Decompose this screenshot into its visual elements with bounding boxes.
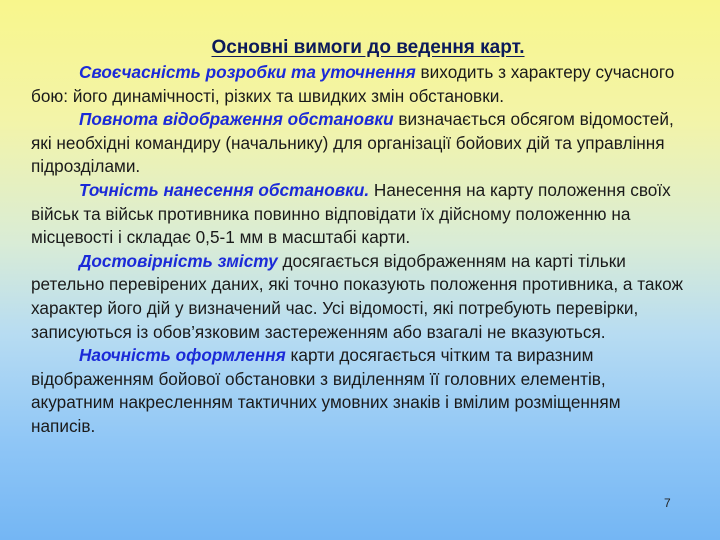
paragraph-reliability (31, 250, 687, 344)
text-completeness: визначається обсягом відомостей, які необхідні командиру (начальнику) для організації бойових дій та управління підрозділами. (31, 109, 674, 177)
slide-body (31, 61, 687, 439)
paragraph-completeness (31, 108, 687, 179)
term-accuracy: Точність нанесення обстановки. (79, 179, 370, 200)
text-reliability: досягається відображенням на карті тільки ретельно перевірених даних, які точно показують положення противника, а також характер його дій у визначений час. Усі відомості, які потребують перевірки, записуються із обов’язковим застереженням або взагалі не вказуються. (31, 250, 684, 342)
paragraph-timeliness (31, 61, 687, 108)
term-timeliness: Своєчасність розробки та уточнення (79, 62, 416, 82)
text-clarity: карти досягається чітким та виразним відображенням бойової обстановки з виділенням її головних елементів, акуратним накресленням тактичних умовних знаків і вмілим розміщенням написів. (31, 345, 621, 436)
page-number: 7 (664, 496, 671, 510)
term-clarity: Наочність оформлення (79, 345, 286, 366)
slide-title: Основні вимоги до ведення карт. (211, 37, 525, 58)
paragraph-clarity (31, 344, 687, 438)
text-accuracy: Нанесення на карту положення своїх військ та військ противника повинно відповідати їх дійсному положенню на місцевості і складає 0,5-1 мм в масштабі карти. (31, 179, 671, 248)
text-timeliness: виходить з характеру сучасного бою: його динамічності, різких та швидких змін обстановки. (31, 62, 675, 106)
term-completeness: Повнота відображення обстановки (79, 109, 394, 130)
term-reliability: Достовірність змісту (79, 250, 278, 271)
paragraph-accuracy (31, 179, 687, 250)
